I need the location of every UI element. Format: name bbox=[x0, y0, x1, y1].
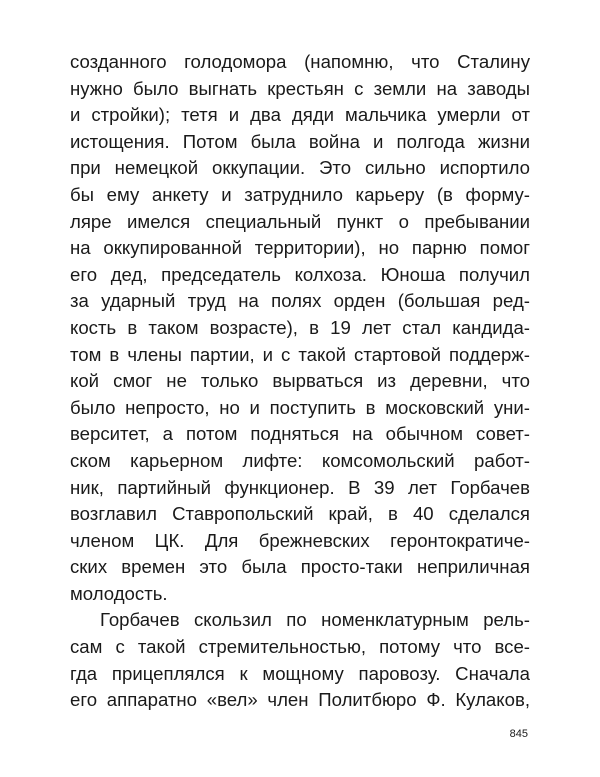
text-line: его аппаратно «вел» член Политбюро Ф. Кулаков, bbox=[70, 689, 530, 711]
text-line: ском карьерном лифте: комсомольский работ- bbox=[70, 449, 530, 471]
text-line: кость в таком возрасте), в 19 лет стал кандида- bbox=[70, 316, 530, 338]
text-line: на оккупированной территории), но парню помог bbox=[70, 237, 530, 259]
text-line: том в члены партии, и с такой стартовой поддерж- bbox=[70, 343, 530, 365]
text-line: сам с такой стремительностью, потому что все- bbox=[70, 636, 530, 658]
text-line: его дед, председатель колхоза. Юноша получил bbox=[70, 263, 530, 285]
text-line: за ударный труд на полях орден (большая ред- bbox=[70, 290, 530, 312]
text-line: членом ЦК. Для брежневских геронтократиче- bbox=[70, 529, 530, 551]
text-line: молодость. bbox=[70, 582, 168, 604]
text-line: кой смог не только вырваться из деревни, что bbox=[70, 370, 530, 392]
text-line: нужно было выгнать крестьян с земли на заводы bbox=[70, 77, 530, 99]
text-line: ник, партийный функционер. В 39 лет Горбачев bbox=[70, 476, 530, 498]
paragraph-1 bbox=[70, 49, 530, 607]
text-line: при немецкой оккупации. Это сильно испортило bbox=[70, 157, 530, 179]
text-line: гда прицеплялся к мощному паровозу. Сначала bbox=[70, 662, 530, 684]
text-line: и стройки); тетя и два дяди мальчика умерли от bbox=[70, 104, 530, 126]
text-line: созданного голодомора (напомню, что Сталину bbox=[70, 51, 530, 72]
text-line: верситет, а потом подняться на обычном совет- bbox=[70, 423, 530, 445]
book-page bbox=[70, 49, 530, 714]
text-line: ляре имелся специальный пункт о пребывании bbox=[70, 210, 530, 232]
text-line: возглавил Ставропольский край, в 40 сделался bbox=[70, 503, 530, 525]
text-line: ских времен это была просто-таки неприличная bbox=[70, 556, 530, 578]
text-line: Горбачев скользил по номенклатурным рель- bbox=[100, 609, 530, 631]
text-line: было непросто, но и поступить в московский уни- bbox=[70, 396, 530, 418]
page-number: 845 bbox=[509, 728, 528, 740]
text-line: истощения. Потом была война и полгода жизни bbox=[70, 130, 530, 152]
text-line: бы ему анкету и затруднило карьеру (в форму- bbox=[70, 183, 530, 205]
paragraph-2 bbox=[70, 607, 530, 713]
